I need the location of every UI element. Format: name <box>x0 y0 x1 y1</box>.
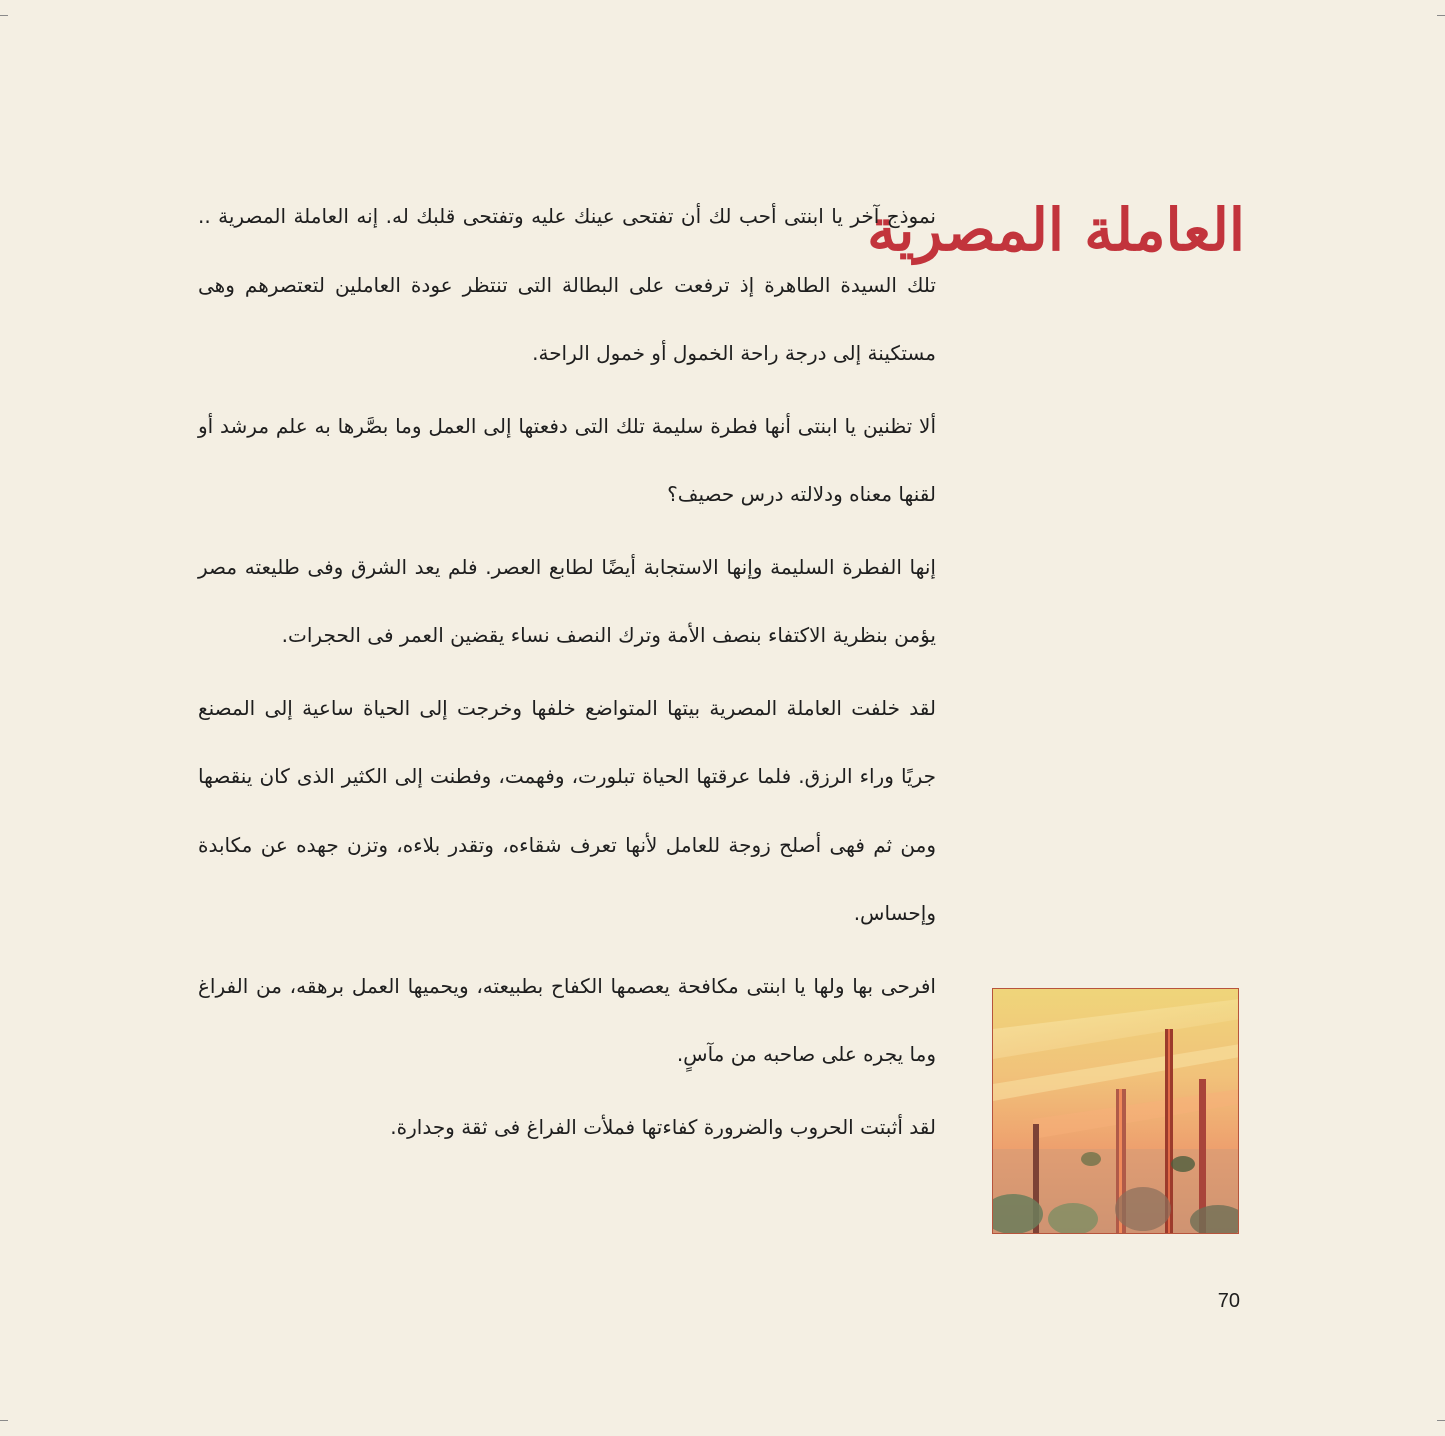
crop-mark <box>1437 1420 1445 1421</box>
page-number: 70 <box>1217 1290 1240 1312</box>
painting-image <box>993 989 1239 1234</box>
paragraph: ألا تظنين يا ابنتى أنها فطرة سليمة تلك التى دفعتها إلى العمل وما بصَّرها به علم مرشد أو لقنها معناه ودلالته درس حصيف؟ <box>198 413 936 506</box>
paragraph: افرحى بها ولها يا ابنتى مكافحة يعصمها الكفاح بطبيعته، ويحميها العمل برهقه، من الفراغ وما يجره على صاحبه من مآسٍ. <box>198 973 936 1066</box>
paragraph: إنها الفطرة السليمة وإنها الاستجابة أيضًا لطابع العصر. فلم يعد الشرق وفى طليعته مصر يؤمن بنظرية الاكتفاء بنصف الأمة وترك النصف نساء يقضين العمر فى الحجرات. <box>198 554 936 647</box>
paragraph: نموذج آخر يا ابنتى أحب لك أن تفتحى عينك عليه وتفتحى قلبك له. إنه العاملة المصرية .. تلك السيدة الطاهرة إذ ترفعت على البطالة التى تنتظر عودة العاملين لتعتصرهم وهى مستكينة إلى درجة راحة الخمول أو خمول الراحة. <box>198 204 936 365</box>
crop-mark <box>0 15 8 16</box>
paragraph: لقد خلفت العاملة المصرية بيتها المتواضع خلفها وخرجت إلى الحياة ساعية إلى المصنع جريًا وراء الرزق. فلما عرقتها الحياة تبلورت، وفهمت، وفطنت إلى الكثير الذى كان ينقصها ومن ثم فهى أصلح زوجة للعامل لأنها تعرف شقاءه، وتقدر بلاءه، وتزن جهده عن مكابدة وإحساس. <box>198 695 936 925</box>
factory-painting <box>992 988 1239 1234</box>
paragraph: لقد أثبتت الحروب والضرورة كفاءتها فملأت الفراغ فى ثقة وجدارة. <box>390 1114 936 1139</box>
crop-mark <box>1437 15 1445 16</box>
article-body <box>198 182 936 1165</box>
crop-mark <box>0 1420 8 1421</box>
page-title: العاملة المصرية <box>867 196 1245 264</box>
